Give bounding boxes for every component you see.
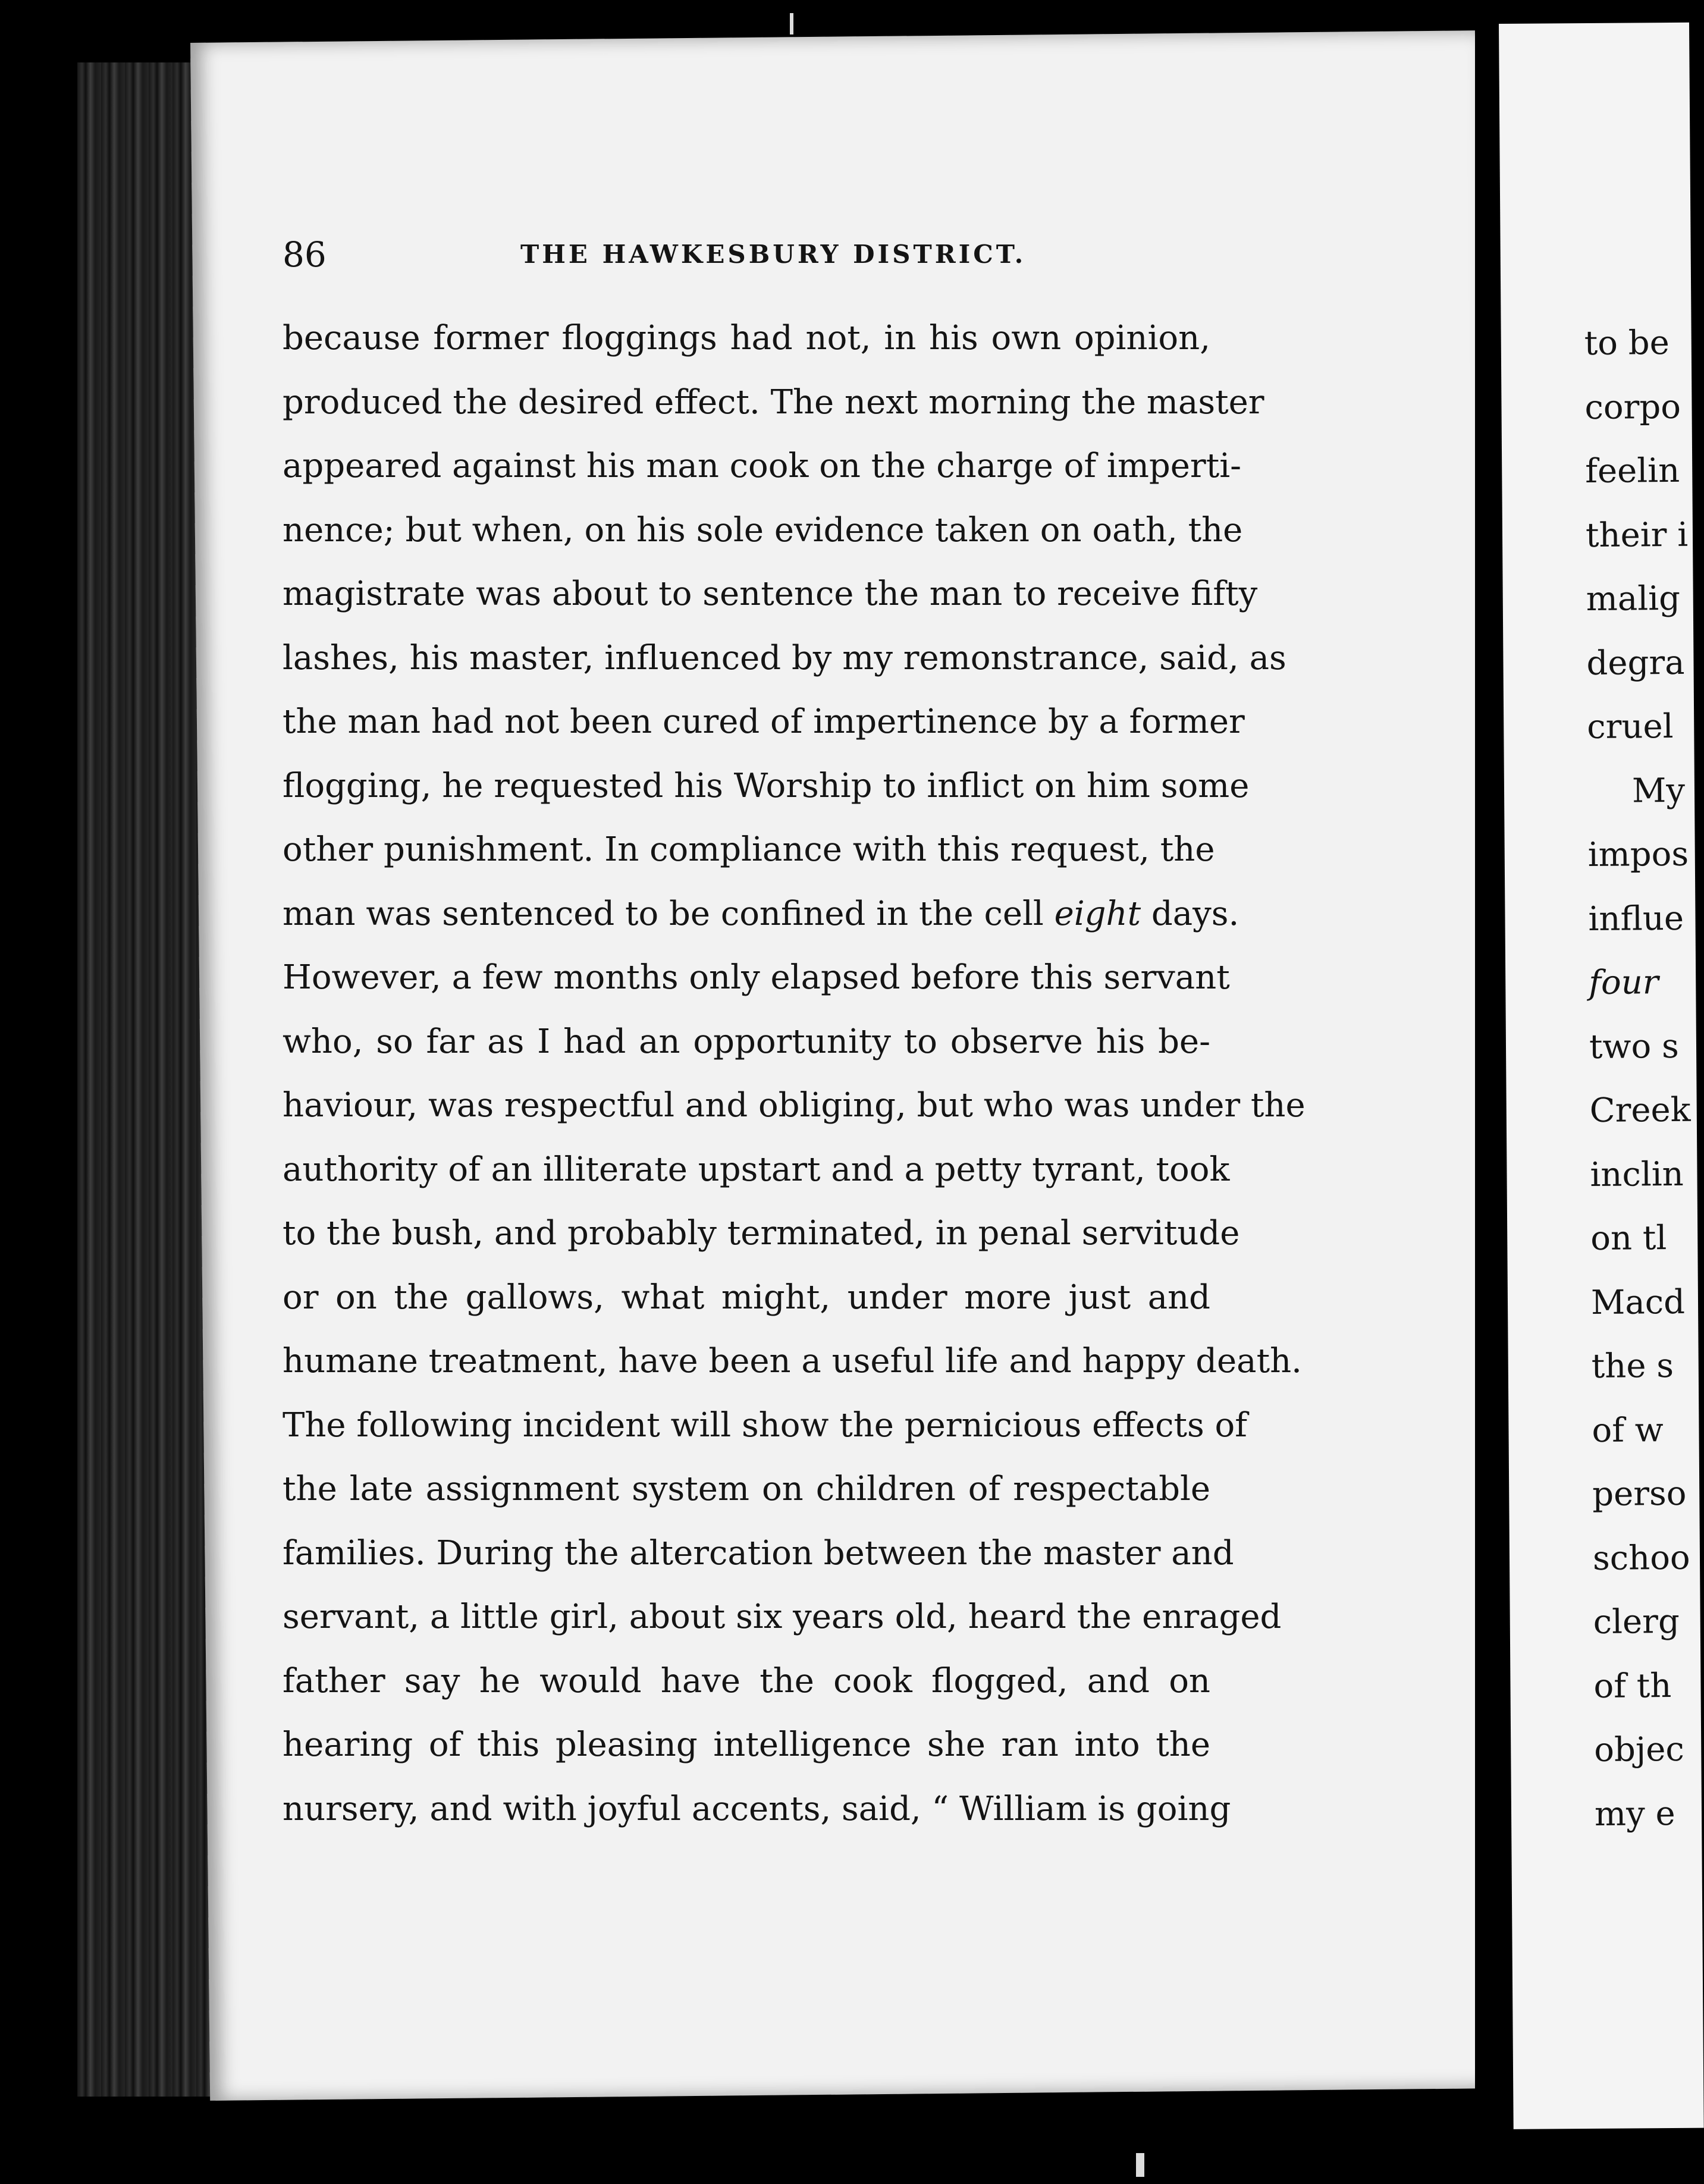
facing-line: cruel: [1587, 707, 1674, 746]
text-line: because former floggings had not, in his own opinion,: [283, 319, 1210, 357]
text-line: appeared against his man cook on the charge of imperti-: [283, 447, 1242, 485]
facing-line: Creek: [1589, 1090, 1691, 1130]
text-line: hearing of this pleasing intelligence she ran into the: [283, 1725, 1210, 1764]
text-line: flogging, he requested his Worship to inflict on him some: [283, 766, 1250, 805]
facing-line: influe: [1588, 899, 1684, 939]
facing-line: my e: [1594, 1794, 1675, 1834]
facing-line: objec: [1594, 1730, 1684, 1769]
scan-artifact: [790, 13, 793, 34]
text-line: families. During the altercation between the master and: [283, 1533, 1234, 1573]
running-head: [283, 231, 1198, 278]
scan-artifact: [1136, 2153, 1144, 2177]
text-line: who, so far as I had an opportunity to observe his be-: [283, 1022, 1210, 1061]
page-number: 86: [283, 234, 327, 275]
text-line: other punishment. In compliance with this request, the: [283, 830, 1215, 869]
facing-line: My: [1631, 771, 1686, 810]
text-line: nursery, and with joyful accents, said, “ William is going: [283, 1789, 1231, 1828]
facing-line: perso: [1592, 1474, 1687, 1514]
text-line: However, a few months only elapsed before this servant: [283, 958, 1230, 997]
facing-line: feelin: [1585, 451, 1680, 491]
facing-line: to be: [1584, 324, 1670, 363]
text-line: humane treatment, have been a useful life and happy death.: [283, 1342, 1302, 1380]
text-span: days.: [1141, 894, 1239, 933]
facing-line: clerg: [1593, 1602, 1680, 1642]
text-line: haviour, was respectful and obliging, but who was under the: [283, 1086, 1306, 1125]
text-line-with-italic: [283, 882, 1239, 946]
chapter-title: THE HAWKESBURY DISTRICT.: [520, 240, 1027, 269]
facing-line: degra: [1586, 643, 1685, 683]
facing-page-text: [1584, 311, 1697, 1846]
text-line: servant, a little girl, about six years old, heard the enraged: [283, 1598, 1282, 1636]
facing-line: of th: [1593, 1666, 1672, 1706]
text-line: the man had not been cured of impertinence by a former: [283, 702, 1245, 741]
facing-line: four: [1589, 963, 1659, 1002]
text-line: magistrate was about to sentence the man to receive fifty: [283, 575, 1258, 613]
facing-line: impos: [1587, 834, 1689, 874]
text-span: man was sentenced to be confined in the cell: [283, 894, 1055, 933]
facing-line: inclin: [1590, 1154, 1684, 1194]
text-line: the late assignment system on children of respectable: [283, 1470, 1210, 1508]
text-line: nence; but when, on his sole evidence taken on oath, the: [283, 510, 1243, 550]
facing-line: of w: [1592, 1410, 1664, 1450]
facing-line: on tl: [1590, 1219, 1667, 1258]
facing-line: their i: [1585, 515, 1689, 555]
text-line: authority of an illiterate upstart and a petty tyrant, took: [283, 1150, 1230, 1189]
text-line: father say he would have the cook flogged, and on: [283, 1661, 1210, 1700]
facing-page: [1499, 23, 1704, 2129]
facing-line: schoo: [1592, 1538, 1690, 1578]
text-line: to the bush, and probably terminated, in penal servitude: [283, 1214, 1240, 1253]
italic-word: eight: [1054, 894, 1141, 933]
text-line: lashes, his master, influenced by my remonstrance, said, as: [283, 638, 1286, 677]
facing-line: corpo: [1584, 387, 1681, 427]
facing-line: Macd: [1590, 1282, 1686, 1322]
text-line: The following incident will show the pernicious effects of: [283, 1405, 1247, 1445]
page-gutter: [1475, 24, 1499, 2141]
facing-line: two s: [1589, 1027, 1679, 1066]
page-body: [283, 306, 1306, 1841]
text-line: produced the desired effect. The next morning the master: [283, 382, 1264, 422]
facing-line: the s: [1591, 1347, 1674, 1386]
text-line: or on the gallows, what might, under more just and: [283, 1278, 1210, 1317]
facing-line: malig: [1586, 579, 1681, 619]
